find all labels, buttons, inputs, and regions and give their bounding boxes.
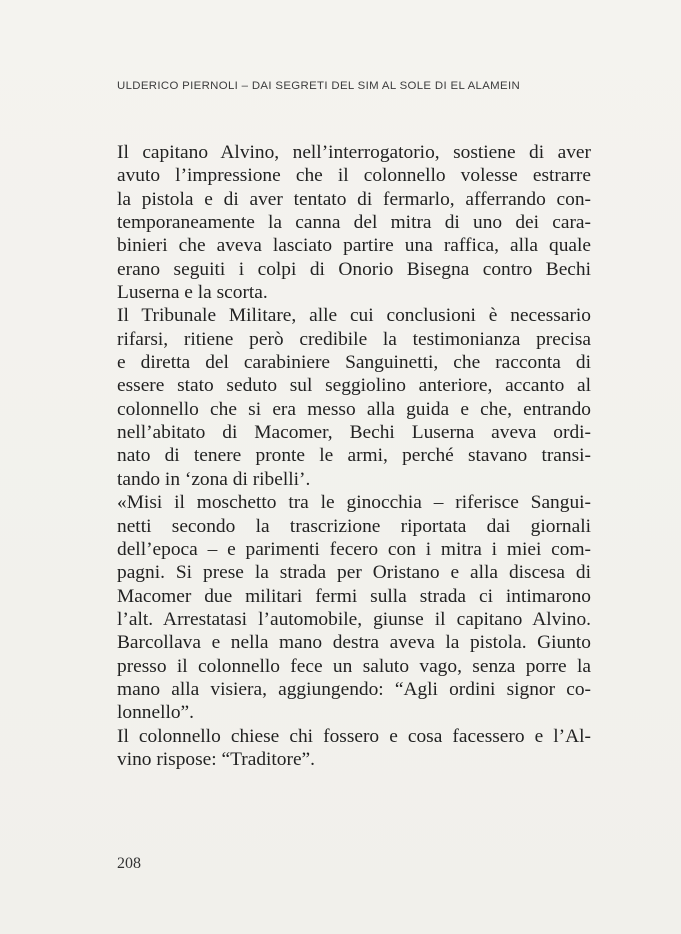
text-line: presso il colonnello fece un saluto vago, senza porre la [117, 655, 591, 677]
text-line: Il capitano Alvino, nell’interrogatorio, sostiene di aver [117, 142, 591, 163]
text-line: Luserna e la scorta. [117, 282, 268, 304]
page-number: 208 [117, 855, 141, 872]
running-head: ULDERICO PIERNOLI – DAI SEGRETI DEL SIM AL SOLE DI EL ALAMEIN [117, 80, 521, 92]
text-line: avuto l’impressione che il colonnello volesse estrarre [117, 165, 591, 187]
text-line: netti secondo la trascrizione riportata dai giornali [117, 515, 591, 537]
text-line: mano alla visiera, aggiungendo: “Agli ordini signor co- [117, 678, 591, 700]
text-line: essere stato seduto sul seggiolino anteriore, accanto al [117, 375, 591, 397]
text-line: la pistola e di aver tentato di fermarlo, afferrando con- [117, 188, 591, 210]
text-line: «Misi il moschetto tra le ginocchia – riferisce Sangui- [117, 492, 591, 514]
text-line: rifarsi, ritiene però credibile la testimonianza precisa [117, 328, 591, 350]
text-line: Il Tribunale Militare, alle cui conclusioni è necessario [117, 305, 591, 327]
text-line: nato di tenere pronte le armi, perché stavano transi- [117, 445, 591, 467]
text-line: colonnello che si era messo alla guida e che, entrando [117, 398, 591, 420]
body-text [117, 141, 591, 771]
text-line: temporaneamente la canna del mitra di uno dei cara- [117, 212, 591, 234]
text-line: l’alt. Arrestatasi l’automobile, giunse il capitano Alvino. [117, 608, 591, 630]
text-line: pagni. Si prese la strada per Oristano e alla discesa di [117, 562, 591, 584]
text-line: Barcollava e nella mano destra aveva la pistola. Giunto [117, 632, 591, 654]
text-line: dell’epoca – e parimenti fecero con i mitra i miei com- [117, 538, 591, 560]
text-line: e diretta del carabiniere Sanguinetti, che racconta di [117, 352, 591, 374]
text-line: tando in ‘zona di ribelli’. [117, 468, 311, 490]
text-line: binieri che aveva lasciato partire una raffica, alla quale [117, 235, 591, 257]
text-line: lonnello”. [117, 702, 195, 724]
text-line: Il colonnello chiese chi fossero e cosa facessero e l’Al- [117, 725, 591, 747]
text-line: vino rispose: “Traditore”. [117, 748, 316, 770]
text-line: Macomer due militari fermi sulla strada ci intimarono [117, 585, 591, 607]
text-line: nell’abitato di Macomer, Bechi Luserna aveva ordi- [117, 422, 591, 444]
text-line: erano seguiti i colpi di Onorio Bisegna contro Bechi [117, 258, 591, 280]
